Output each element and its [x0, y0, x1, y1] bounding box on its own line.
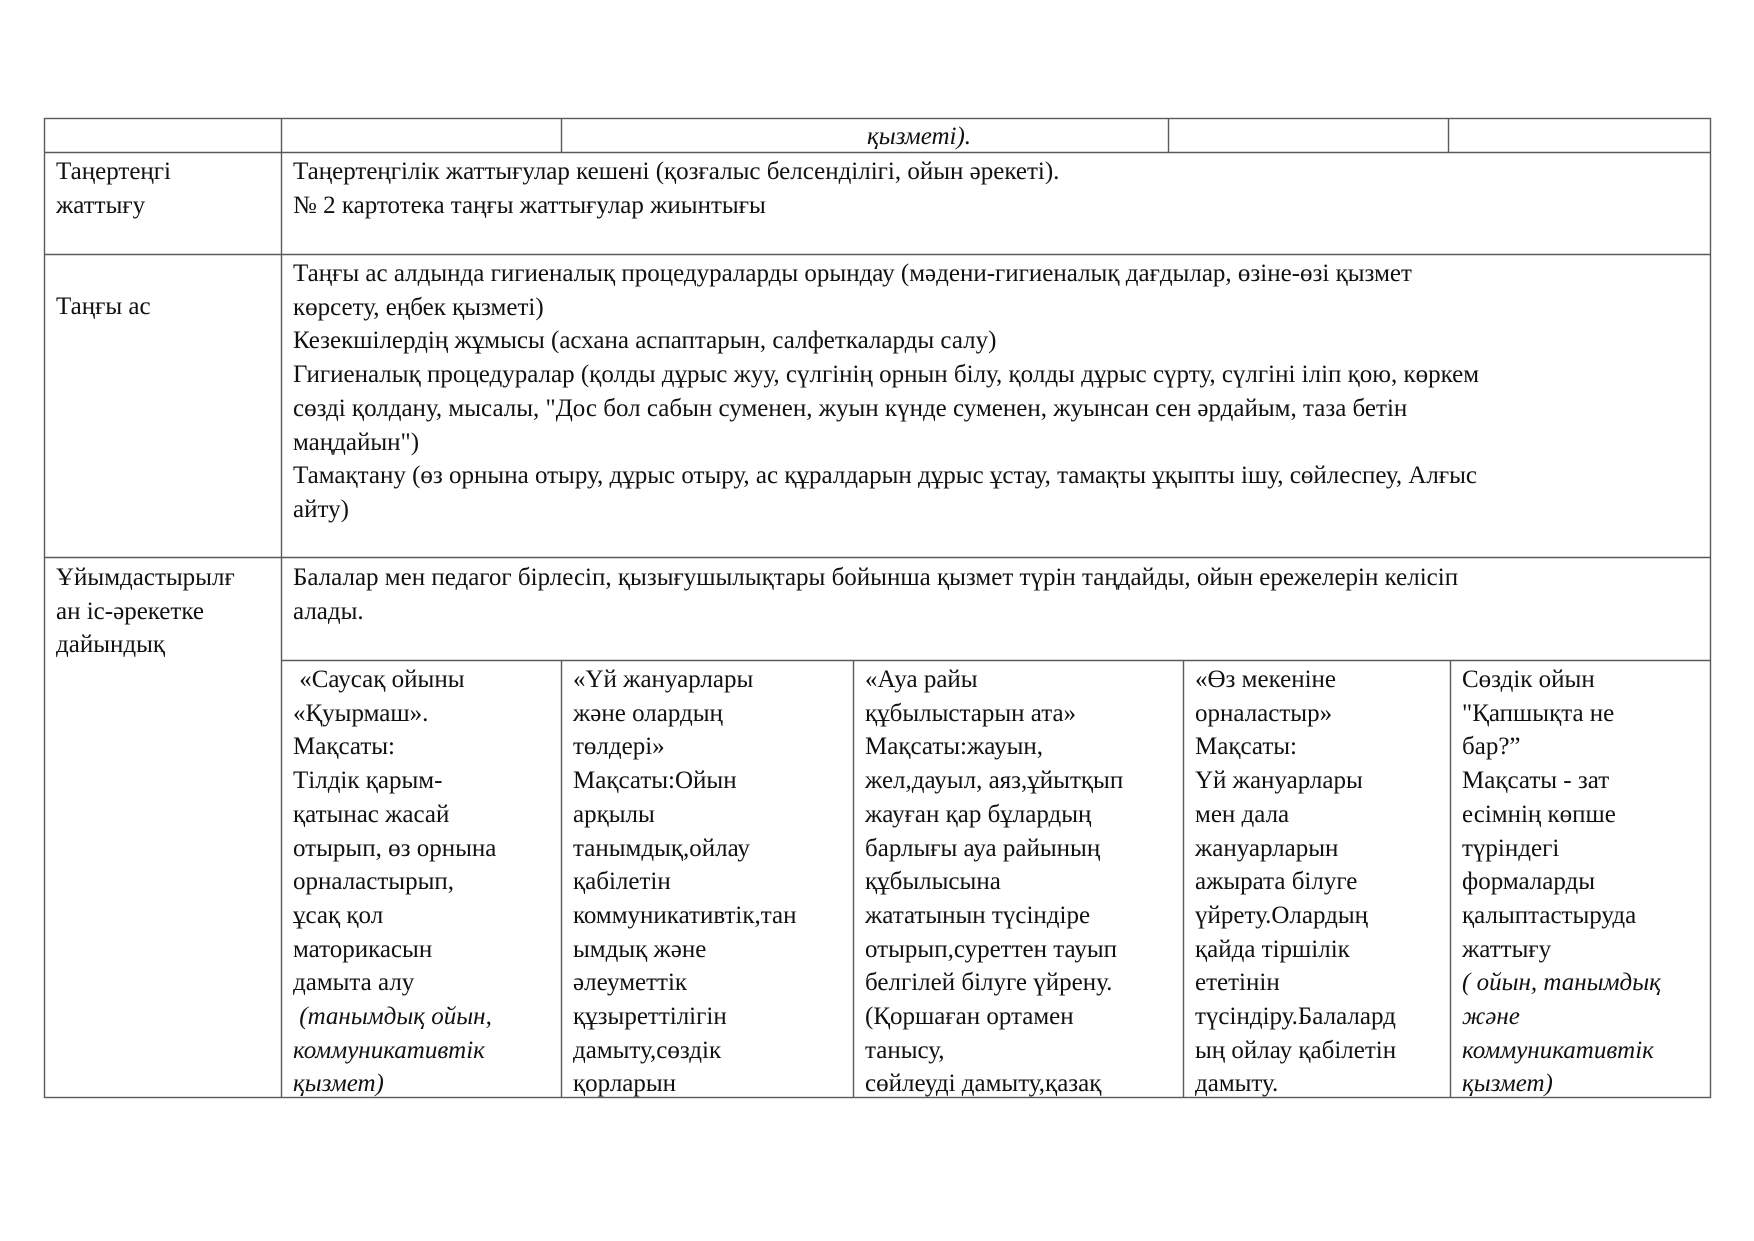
activity-line: қалыптастыруда [1462, 901, 1637, 929]
activity-line: коммуникативтік,тан [573, 901, 797, 929]
activity-line: арқылы [573, 800, 655, 828]
activity-line: орналастыр» [1195, 699, 1333, 727]
activity-line: жаттығу [1462, 935, 1552, 963]
activity-line: қабілетін [573, 868, 671, 896]
content-line: Таңғы ас алдында гигиеналық процедураларды орындау (мәдени-гигиеналық дағдылар, өзіне-өзі қызмет [293, 260, 1412, 287]
activity-line: Мақсаты:жауын, [865, 733, 1044, 761]
morning-exercise-content [293, 155, 1059, 222]
activity-cell-2 [573, 663, 796, 1101]
label-line: Таңғы ас [56, 293, 151, 320]
activity-line: ажырата білуге [1195, 868, 1358, 896]
activity-line: (Қоршаған ортамен [865, 1003, 1074, 1031]
activity-line-italic: қызмет) [293, 1070, 384, 1098]
label-line: ан іс-әрекетке [56, 597, 204, 625]
breakfast-label [56, 290, 151, 324]
activity-line: төлдері» [573, 733, 665, 761]
activity-line: танысу, [865, 1036, 945, 1064]
content-line: Тамақтану (өз орнына отыру, дұрыс отыру, ас құралдарын дұрыс ұстау, тамақты ұқыпты ішу, сөйлеспеу, Алғыс [293, 462, 1478, 490]
content-line: сөзді қолдану, мысалы, "Дос бол сабын суменен, жуын күнде суменен, жуынсан сен әрдайым, таза бетін [293, 394, 1408, 422]
activity-line: Мақсаты - зат [1462, 767, 1610, 795]
activity-line: орналастырып, [293, 868, 455, 896]
activity-line: ұсақ қол [293, 901, 384, 929]
content-line: № 2 картотека таңғы жаттығулар жиынтығы [293, 191, 766, 219]
preparation-intro [293, 561, 1458, 628]
activity-line: дамыта алу [293, 969, 415, 997]
activity-line: есімнің көпше [1462, 800, 1616, 828]
label-line: Таңертеңгі [56, 158, 171, 185]
activity-line: түсіндіру.Балалард [1195, 1003, 1396, 1031]
activity-line: Сөздік ойын [1462, 666, 1595, 693]
activity-cell-1 [293, 663, 496, 1101]
activity-line: сөйлеуді дамыту,қазақ [865, 1070, 1102, 1098]
activity-line: отырып, өз орнына [293, 834, 497, 862]
activity-line: белгілей білуге үйрену. [865, 969, 1113, 997]
activity-line: «Саусақ ойыны [293, 666, 465, 693]
top-row-cell-text [867, 120, 971, 154]
activity-line: барлығы ауа райының [865, 834, 1101, 862]
content-line: көрсету, еңбек қызметі) [293, 293, 544, 321]
activity-line: «Ауа райы [865, 666, 978, 693]
activity-line: жануарларын [1195, 834, 1339, 862]
activity-cell-5 [1462, 663, 1661, 1101]
activity-line: ететінін [1195, 969, 1280, 997]
activity-line: үйрету.Олардың [1195, 901, 1369, 929]
top-row-text: қызметі). [867, 123, 972, 150]
activity-line: танымдық,ойлау [573, 834, 750, 862]
activity-line: формаларды [1462, 868, 1596, 896]
label-line: дайындық [56, 631, 166, 659]
content-line: айту) [293, 495, 349, 523]
label-line: Ұйымдастырылғ [56, 564, 235, 591]
content-line: Таңертеңгілік жаттығулар кешені (қозғалыс белсенділігі, ойын әрекеті). [293, 158, 1060, 185]
content-line: Кезекшілердің жұмысы (асхана аспаптарын, салфеткаларды салу) [293, 327, 997, 355]
activity-cell-4 [1195, 663, 1396, 1101]
activity-line: «Үй жануарлары [573, 666, 754, 693]
activity-line: дамыту. [1195, 1070, 1279, 1098]
activity-line: түріндегі [1462, 834, 1560, 862]
activity-line: құбылысына [865, 868, 1001, 896]
activity-line: ымдық және [573, 935, 707, 963]
activity-line: ың ойлау қабілетін [1195, 1036, 1397, 1064]
activity-line: маторикасын [293, 935, 433, 963]
activity-line: «Қуырмаш». [293, 699, 429, 727]
preparation-label [56, 561, 235, 662]
activity-line: отырып,суреттен тауып [865, 935, 1117, 963]
activity-cell-3 [865, 663, 1123, 1101]
activity-line-italic: қызмет) [1462, 1070, 1553, 1098]
activity-line: Мақсаты: [293, 733, 395, 761]
activity-line-italic: (танымдық ойын, [293, 1003, 492, 1031]
activity-line: мен дала [1195, 800, 1290, 828]
activity-line: дамыту,сөздік [573, 1036, 722, 1064]
activity-line: «Өз мекеніне [1195, 666, 1337, 693]
activity-line: қатынас жасай [293, 800, 450, 828]
label-line: жаттығу [56, 191, 146, 219]
activity-line: құбылыстарын ата» [865, 699, 1077, 727]
morning-exercise-label [56, 155, 171, 222]
breakfast-content [293, 257, 1479, 527]
activity-line: және олардың [573, 699, 723, 727]
activity-line: жататынын түсіндіре [865, 901, 1091, 929]
activity-line: бар?” [1462, 733, 1521, 761]
activity-line-italic: ( ойын, танымдық [1462, 969, 1661, 997]
activity-line: қорларын [573, 1070, 677, 1098]
activity-line: әлеуметтік [573, 969, 688, 997]
activity-line: Мақсаты: [1195, 733, 1297, 761]
activity-line: Үй жануарлары [1195, 767, 1363, 795]
content-line: алады. [293, 597, 364, 625]
activity-line-italic: коммуникативтік [293, 1036, 485, 1064]
content-line: Гигиеналық процедуралар (қолды дұрыс жуу, сүлгінің орнын білу, қолды дұрыс сүрту, сүлгіні іліп қою, көркем [293, 361, 1480, 389]
activity-line-italic: және [1462, 1003, 1520, 1031]
content-line: маңдайын") [293, 428, 420, 456]
activity-line-italic: коммуникативтік [1462, 1036, 1654, 1064]
activity-line: Тілдік қарым- [293, 767, 443, 795]
activity-line: "Қапшықта не [1462, 699, 1615, 727]
activity-line: жауған қар бұлардың [865, 800, 1092, 828]
activity-line: құзыреттілігін [573, 1003, 727, 1031]
activity-line: Мақсаты:Ойын [573, 767, 737, 795]
activity-line: жел,дауыл, аяз,ұйытқып [865, 767, 1124, 795]
activity-line: қайда тіршілік [1195, 935, 1350, 963]
content-line: Балалар мен педагог бірлесіп, қызығушылықтары бойынша қызмет түрін таңдайды, ойын ережелерін келісіп [293, 564, 1459, 591]
